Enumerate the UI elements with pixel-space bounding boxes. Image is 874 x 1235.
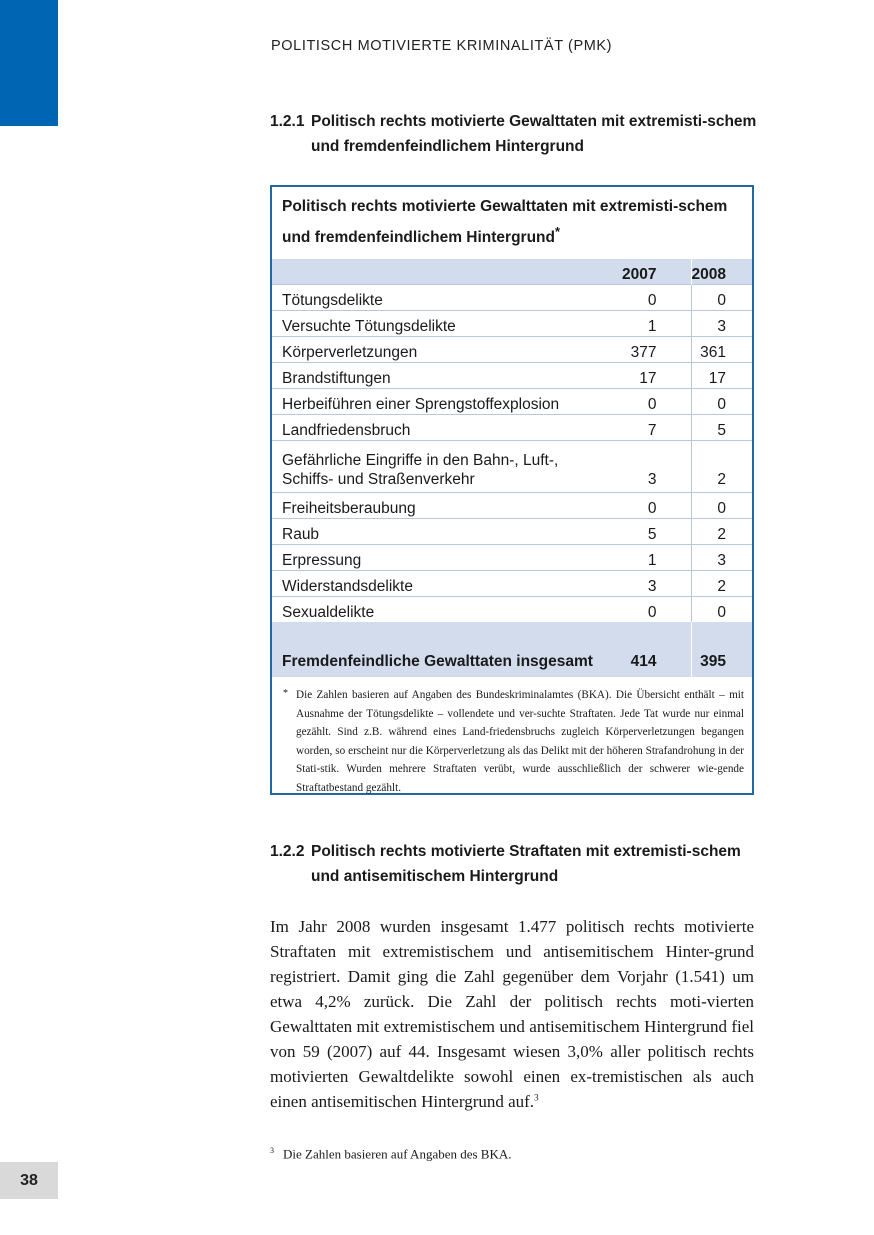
section-heading-1-2-1	[270, 109, 760, 159]
value-2008: 0	[691, 389, 752, 415]
body-paragraph-text: Im Jahr 2008 wurden insgesamt 1.477 politisch rechts motivierte Straftaten mit extremistischem und antisemitischem Hinter-grund registriert. Damit ging die Zahl gegenüber dem Vorjahr (1.541) um etwa 4,2% zurück. Die Zahl der politisch rechts moti-vierten Gewalttaten mit extremistischem und antisemitischem Hintergrund fiel von 59 (2007) auf 44. Insgesamt wiesen 3,0% aller politisch rechts motivierten Gewaltdelikte sowohl einen ex-tremistischen als auch einen antisemitischen Hintergrund auf.	[270, 917, 754, 1111]
value-2008: 0	[691, 285, 752, 311]
section-heading-1-2-2	[270, 839, 760, 889]
table-row	[272, 415, 752, 441]
total-label: Fremdenfeindliche Gewalttaten insgesamt	[272, 622, 600, 677]
footnote-reference: 3	[534, 1092, 539, 1103]
section-number: 1.2.1	[270, 113, 305, 130]
value-2008: 2	[691, 571, 752, 597]
page-number: 38	[0, 1162, 58, 1199]
table-footnote	[272, 677, 752, 797]
table-row	[272, 389, 752, 415]
section-number: 1.2.2	[270, 843, 305, 860]
table-header-row	[272, 259, 752, 285]
column-header-2008: 2008	[691, 259, 752, 285]
row-label: Tötungsdelikte	[272, 285, 600, 311]
page-footnote-text: Die Zahlen basieren auf Angaben des BKA.	[283, 1146, 512, 1162]
row-label: Gefährliche Eingriffe in den Bahn-, Luft-, Schiffs- und Straßenverkehr	[272, 441, 600, 493]
table-row	[272, 571, 752, 597]
row-label: Erpressung	[272, 545, 600, 571]
row-label: Sexualdelikte	[272, 597, 600, 623]
table-row	[272, 545, 752, 571]
row-label: Körperverletzungen	[272, 337, 600, 363]
total-2008: 395	[691, 622, 752, 677]
table-row	[272, 597, 752, 623]
table-total-row	[272, 622, 752, 677]
value-2007: 0	[600, 389, 691, 415]
total-2007: 414	[600, 622, 691, 677]
table-title	[272, 187, 752, 259]
value-2007: 1	[600, 545, 691, 571]
value-2007: 1	[600, 311, 691, 337]
row-label: Widerstandsdelikte	[272, 571, 600, 597]
column-header-2007: 2007	[600, 259, 691, 285]
table-footnote-marker: *	[283, 688, 288, 699]
value-2008: 5	[691, 415, 752, 441]
table-row	[272, 519, 752, 545]
value-2007: 17	[600, 363, 691, 389]
table-footnote-text: Die Zahlen basieren auf Angaben des Bundeskriminalamtes (BKA). Die Übersicht enthält – mit Ausnahme der Tötungsdelikte – vollendete und ver-suchte Straftaten. Jede Tat wurde nur einmal gezählt. Sind z.B. während eines Land-friedensbruchs zugleich Körperverletzungen begangen worden, so erscheint nur die Körperverletzung als das Delikt mit der höheren Strafandrohung in der Stati-stik. Wurden mehrere Straftaten verübt, wurde ausschließlich der schwerer wie-gende Straftatbestand gezählt.	[296, 689, 744, 794]
table-row	[272, 363, 752, 389]
value-2008: 3	[691, 545, 752, 571]
table-row	[272, 311, 752, 337]
value-2008: 3	[691, 311, 752, 337]
value-2008: 0	[691, 597, 752, 623]
body-paragraph	[270, 914, 754, 1114]
value-2007: 377	[600, 337, 691, 363]
value-2007: 0	[600, 493, 691, 519]
table-title-marker: *	[554, 224, 561, 239]
value-2007: 7	[600, 415, 691, 441]
page-footnote-marker: 3	[270, 1146, 274, 1155]
page-footnote	[270, 1146, 512, 1162]
row-label: Freiheitsberaubung	[272, 493, 600, 519]
row-label: Landfriedensbruch	[272, 415, 600, 441]
table-row	[272, 493, 752, 519]
row-label: Herbeiführen einer Sprengstoffexplosion	[272, 389, 600, 415]
value-2008: 0	[691, 493, 752, 519]
value-2007: 3	[600, 571, 691, 597]
value-2007: 0	[600, 597, 691, 623]
row-label: Versuchte Tötungsdelikte	[272, 311, 600, 337]
value-2007: 0	[600, 285, 691, 311]
statistics-table-box	[270, 185, 754, 795]
value-2007: 5	[600, 519, 691, 545]
row-label: Brandstiftungen	[272, 363, 600, 389]
section-title: Politisch rechts motivierte Straftaten mit extremisti-schem und antisemitischem Hintergrund	[311, 843, 741, 885]
value-2008: 2	[691, 519, 752, 545]
row-label: Raub	[272, 519, 600, 545]
value-2008: 361	[691, 337, 752, 363]
running-header: POLITISCH MOTIVIERTE KRIMINALITÄT (PMK)	[271, 38, 613, 54]
statistics-table	[272, 259, 752, 677]
table-title-text: Politisch rechts motivierte Gewalttaten mit extremisti-schem und fremdenfeindlichem Hintergrund	[282, 198, 728, 247]
chapter-color-tab	[0, 0, 58, 126]
table-row	[272, 285, 752, 311]
value-2007: 3	[600, 441, 691, 493]
table-row	[272, 337, 752, 363]
value-2008: 2	[691, 441, 752, 493]
table-row	[272, 441, 752, 493]
value-2008: 17	[691, 363, 752, 389]
section-title: Politisch rechts motivierte Gewalttaten mit extremisti-schem und fremdenfeindlichem Hintergrund	[311, 113, 757, 155]
